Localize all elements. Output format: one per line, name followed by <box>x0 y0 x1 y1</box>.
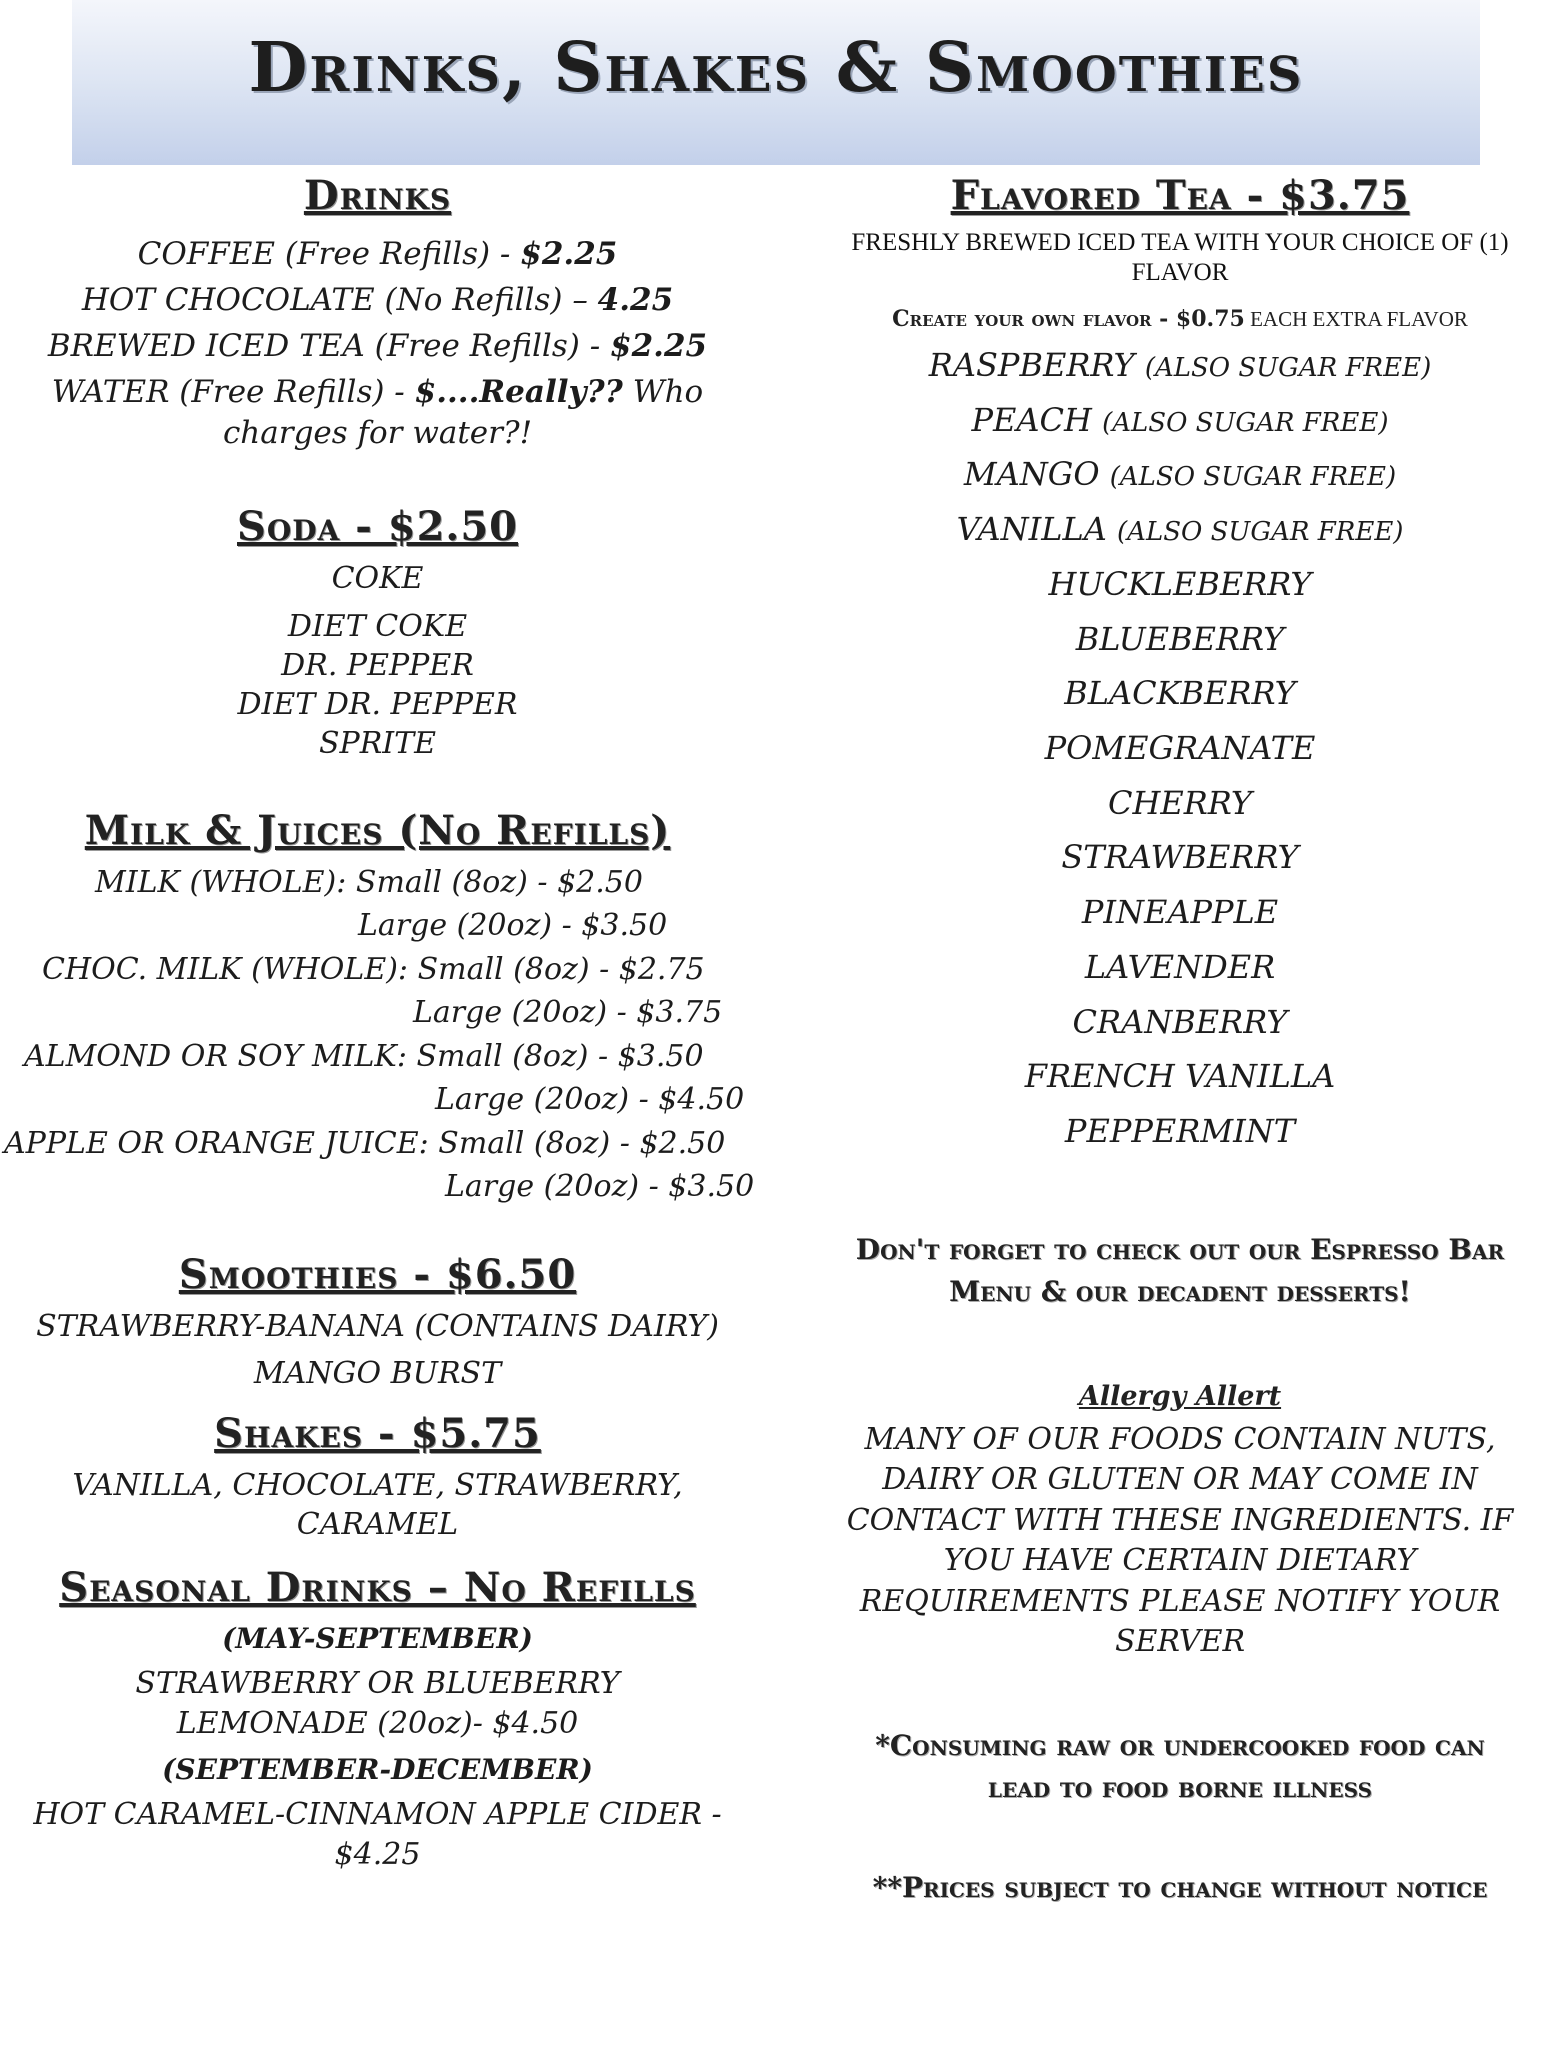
flavor-note: (ALSO SUGAR FREE) <box>1102 407 1389 438</box>
allergy-line: CONTACT WITH THESE INGREDIENTS. IF <box>846 1502 1514 1538</box>
flavor-name: MANGO <box>963 455 1100 494</box>
item-name-end: Who <box>622 373 704 410</box>
season-period: (MAY-SEPTEMBER) <box>222 1621 533 1655</box>
list-item-continuation: CARAMEL <box>296 1506 459 1542</box>
seasonal-heading: Seasonal Drinks – No Refills <box>59 1563 696 1611</box>
flavor-item: PEPPERMINT <box>1064 1112 1296 1151</box>
menu-item <box>0 234 755 276</box>
right-column <box>800 172 1560 1909</box>
item-name: WATER (Free Refills) - <box>51 373 415 410</box>
title-banner <box>72 0 1480 165</box>
list-item: SPRITE <box>318 725 437 761</box>
espresso-note <box>800 1229 1560 1313</box>
list-item: MILK (WHOLE): Small (8oz) - $2.50 <box>95 864 643 900</box>
drinks-heading: Drinks <box>303 172 452 219</box>
drinks-list <box>0 234 755 455</box>
shakes-list <box>0 1466 755 1544</box>
flavor-item: HUCKLEBERRY <box>1048 564 1312 603</box>
list-item: COKE <box>331 561 424 597</box>
flavor-item: BLACKBERRY <box>1064 674 1296 713</box>
allergy-line: MANY OF OUR FOODS CONTAIN NUTS, <box>864 1421 1496 1457</box>
list-item-continuation: LEMONADE (20oz)- $4.50 <box>176 1706 579 1742</box>
menu-item <box>0 372 755 414</box>
shakes-heading: Shakes - $5.75 <box>214 1409 541 1457</box>
allergy-line: SERVER <box>1114 1624 1246 1660</box>
flavor-name: PEACH <box>971 400 1092 439</box>
left-column <box>0 172 755 1876</box>
soda-list <box>0 557 755 763</box>
list-item: Large (20oz) - $3.50 <box>358 908 668 944</box>
item-name: HOT CHOCOLATE (No Refills) – <box>81 281 598 318</box>
flavor-item: PINEAPPLE <box>1081 893 1279 932</box>
list-item: DR. PEPPER <box>281 647 474 683</box>
list-item: APPLE OR ORANGE JUICE: Small (8oz) - $2.50 <box>4 1125 726 1161</box>
espresso-note-line: Menu & our decadent desserts! <box>949 1274 1411 1308</box>
flavor-item <box>800 393 1560 448</box>
allergy-line: REQUIREMENTS PLEASE NOTIFY YOUR <box>859 1583 1501 1619</box>
allergy-line: DAIRY OR GLUTEN OR MAY COME IN <box>882 1462 1478 1498</box>
menu-item <box>0 326 755 368</box>
raw-food-line: lead to food borne illness <box>987 1770 1373 1804</box>
list-item: ALMOND OR SOY MILK: Small (8oz) - $3.50 <box>24 1038 704 1074</box>
flavor-item: LAVENDER <box>1084 947 1276 986</box>
allergy-text <box>800 1420 1560 1663</box>
flavor-item: FRENCH VANILLA <box>1024 1057 1336 1096</box>
flavor-note: (ALSO SUGAR FREE) <box>1144 353 1432 383</box>
flavor-item: CRANBERRY <box>1072 1002 1288 1041</box>
flavor-item <box>800 502 1560 557</box>
create-flavor-label: Create your own flavor - $0.75 <box>892 306 1245 332</box>
item-price: $2.25 <box>520 236 618 272</box>
espresso-note-line: Don't forget to check out our Espresso Bar <box>855 1232 1505 1266</box>
season-period: (SEPTEMBER-DECEMBER) <box>162 1752 593 1786</box>
flavor-item: CHERRY <box>1107 783 1253 822</box>
item-price: 4.25 <box>597 281 674 318</box>
list-item: DIET DR. PEPPER <box>237 686 518 722</box>
flavor-item: POMEGRANATE <box>1044 729 1316 768</box>
smoothies-list <box>0 1305 755 1396</box>
page-title: Drinks, Shakes & Smoothies <box>248 28 1304 108</box>
list-item: STRAWBERRY-BANANA (CONTAINS DAIRY) <box>36 1308 719 1344</box>
list-item: CHOC. MILK (WHOLE): Small (8oz) - $2.75 <box>42 951 705 987</box>
tea-desc-line: FRESHLY BREWED ICED TEA WITH YOUR CHOICE OF (1) <box>851 229 1509 256</box>
flavor-note: (ALSO SUGAR FREE) <box>1109 462 1397 493</box>
allergy-line: YOU HAVE CERTAIN DIETARY <box>943 1543 1417 1579</box>
list-item: STRAWBERRY OR BLUEBERRY <box>135 1665 620 1701</box>
create-flavor-rest: EACH EXTRA FLAVOR <box>1244 307 1468 331</box>
flavor-note: (ALSO SUGAR FREE) <box>1117 517 1404 548</box>
flavor-item <box>800 338 1560 393</box>
list-item: HOT CARAMEL-CINNAMON APPLE CIDER - <box>33 1796 722 1832</box>
flavor-name: VANILLA <box>956 510 1107 549</box>
tea-description <box>800 228 1560 288</box>
flavor-item: STRAWBERRY <box>1061 838 1299 877</box>
list-item-continuation: $4.25 <box>334 1837 421 1873</box>
item-price: $....Really?? <box>414 373 623 410</box>
allergy-heading: Allergy Allert <box>1078 1380 1282 1412</box>
list-item: Large (20oz) - $3.50 <box>445 1169 755 1205</box>
flavor-name: RASPBERRY <box>928 346 1135 384</box>
list-item: MANGO BURST <box>253 1356 502 1392</box>
menu-item-continuation: charges for water?! <box>222 415 533 452</box>
item-name: BREWED ICED TEA (Free Refills) - <box>47 327 611 364</box>
milk-heading: Milk & Juices (No Refills) <box>84 806 671 854</box>
item-name: COFFEE (Free Refills) - <box>137 236 521 272</box>
tea-desc-line: FLAVOR <box>1131 259 1229 286</box>
flavor-list <box>800 338 1560 1159</box>
tea-heading: Flavored Tea - $3.75 <box>950 172 1410 219</box>
list-item: DIET COKE <box>287 608 468 644</box>
list-item: Large (20oz) - $4.50 <box>435 1082 745 1118</box>
prices-note: **Prices subject to change without notice <box>872 1870 1488 1904</box>
raw-food-line: *Consuming raw or undercooked food can <box>875 1728 1485 1762</box>
list-item: Large (20oz) - $3.75 <box>413 995 723 1031</box>
smoothies-heading: Smoothies - $6.50 <box>178 1250 577 1298</box>
menu-item <box>0 280 755 322</box>
soda-heading: Soda - $2.50 <box>237 503 518 551</box>
flavor-item: BLUEBERRY <box>1075 619 1285 658</box>
flavor-item <box>800 447 1560 502</box>
item-price: $2.25 <box>610 327 708 364</box>
create-flavor-note <box>800 306 1560 332</box>
seasonal-list <box>0 1618 755 1876</box>
list-item: VANILLA, CHOCOLATE, STRAWBERRY, <box>72 1467 683 1503</box>
raw-food-warning <box>800 1725 1560 1809</box>
milk-list <box>0 861 755 1209</box>
